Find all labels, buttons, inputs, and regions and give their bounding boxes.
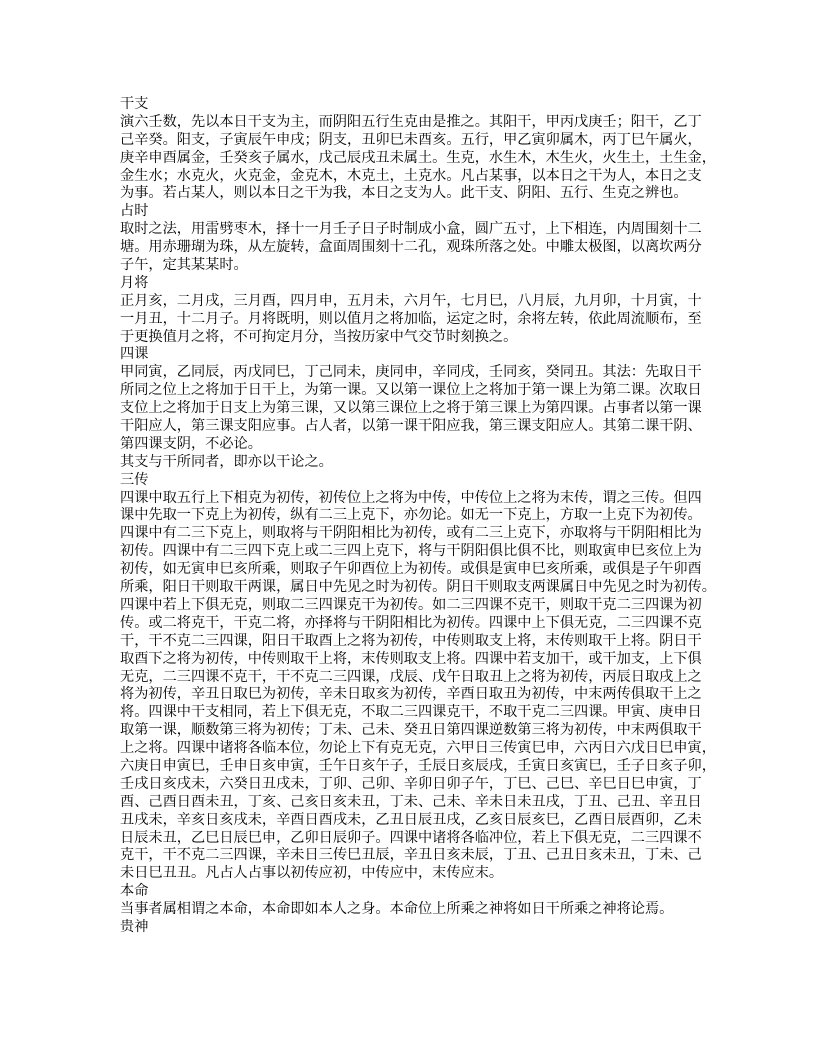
text-line: 第四课支阴，不必论。 — [120, 435, 262, 452]
paragraph — [120, 293, 720, 347]
document-body — [120, 96, 720, 937]
paragraph — [120, 901, 720, 919]
text-line: 庚辛申酉属金，壬癸亥子属水，戊己辰戌丑未属土。生克，水生木，木生火，火生土，土生金， — [120, 149, 716, 166]
text-line: 课中先取一下克上为初传，纵有二三上克下，亦勿论。如无一下克上，方取一上克下为初传。 — [120, 507, 702, 524]
section-heading: 月将 — [120, 274, 149, 291]
paragraph — [120, 221, 720, 275]
text-line: 丑戌未，辛亥日亥戌未，辛酉日酉戌未，乙丑日辰丑戌，乙亥日辰亥巳，乙酉日辰酉卯，乙未 — [120, 811, 702, 828]
text-line: 子午，定其某某时。 — [120, 257, 248, 274]
section — [120, 346, 720, 471]
text-line: 于更换值月之将，不可拘定月分，当按历家中气交节时刻换之。 — [120, 328, 518, 345]
paragraph — [120, 490, 720, 884]
text-line: 酉、己酉日酉未丑，丁亥、己亥日亥未丑，丁未、己未、辛未日未丑戌，丁丑、己丑、辛丑日 — [120, 793, 702, 810]
text-line: 无克，二三四课不克干，干不克二三四课，戊辰、戊午日取丑上之将为初传，丙辰日取戌上之 — [120, 668, 702, 685]
text-line: 所同之位上之将加于日干上，为第一课。又以第一课位上之将加于第一课上为第二课。次取日 — [120, 382, 702, 399]
text-line: 塘。用赤珊瑚为珠，从左旋转，盒面周围刻十二孔，观珠所落之处。中雕太极图，以离坎两分 — [120, 239, 702, 256]
text-line: 取时之法，用雷劈枣木，择十一月壬子日子时制成小盒，圆广五寸，上下相连，内周围刻十二 — [120, 221, 702, 238]
section — [120, 919, 720, 937]
text-line: 甲同寅，乙同辰，丙戊同巳，丁己同未，庚同申，辛同戌，壬同亥，癸同丑。其法：先取日干 — [120, 364, 702, 381]
text-line: 干阳应人，第三课支阳应事。占人者，以第一课干阳应我，第三课支阳应人。其第二课干阴、 — [120, 418, 702, 435]
text-line: 将。四课中干支相同，若上下俱无克，不取二三四课克干，不取干克二三四课。甲寅、庚申日 — [120, 704, 702, 721]
paragraph — [120, 364, 720, 453]
text-line: 将为初传，辛丑日取巳为初传，辛未日取亥为初传，辛酉日取丑为初传，中末两传俱取干上之 — [120, 686, 702, 703]
section — [120, 96, 720, 203]
text-line: 所乘，阳日干则取干两课，属日中先见之时为初传。阴日干则取支两课属日中先见之时为初传。 — [120, 579, 716, 596]
paragraph — [120, 114, 720, 203]
text-line: 取酉下之将为初传，中传则取干上将，末传则取支上将。四课中若支加干，或干加支，上下俱 — [120, 650, 702, 667]
text-line: 四课中若上下俱无克，则取二三四课克干为初传。如二三四课不克干，则取干克二三四课为初 — [120, 596, 702, 613]
section-heading: 干支 — [120, 96, 149, 112]
section — [120, 472, 720, 883]
text-line: 壬戌日亥戌未，六癸日丑戌未，丁卯、己卯、辛卯日卯子午，丁巳、己巳、辛巳日巳申寅，丁 — [120, 775, 702, 792]
text-line: 其支与干所同者，即亦以干论之。 — [120, 453, 333, 470]
text-line: 干，干不克二三四课，阳日干取酉上之将为初传，中传则取支上将，末传则取干上将。阴日干 — [120, 632, 702, 649]
section — [120, 203, 720, 275]
text-line: 支位上之将加于日支上为第三课，又以第三课位上之将于第三课上为第四课。占事者以第一课 — [120, 400, 702, 417]
text-line: 正月亥，二月戌，三月酉，四月申，五月未，六月午，七月巳，八月辰，九月卯，十月寅，十 — [120, 292, 702, 309]
section-heading: 三传 — [120, 471, 149, 488]
text-line: 未日巳丑丑。凡占人占事以初传应初，中传应中，末传应末。 — [120, 865, 504, 882]
section-heading: 占时 — [120, 203, 149, 220]
section — [120, 275, 720, 347]
text-line: 日辰未丑，乙巳日辰巳申，乙卯日辰卯子。四课中诸将各临冲位，若上下俱无克，二三四课不 — [120, 829, 702, 846]
text-line: 传。或二将克干，干克二将，亦择将与干阴阳相比为初传。四课中上下俱无克，二三四课不克 — [120, 614, 702, 631]
section-heading: 四课 — [120, 346, 149, 363]
section-heading: 本命 — [120, 883, 149, 900]
text-line: 演六壬数，先以本日干支为主，而阴阳五行生克由是推之。其阳干，甲丙戊庚壬；阳干，乙丁 — [120, 113, 702, 130]
text-line: 一月丑，十二月子。月将既明，则以值月之将加临，运定之时，余将左转，依此周流顺布，至 — [120, 310, 702, 327]
paragraph — [120, 454, 720, 472]
text-line: 当事者属相谓之本命，本命即如本人之身。本命位上所乘之神将如日干所乘之神将论焉。 — [120, 901, 674, 918]
section — [120, 883, 720, 919]
section-heading: 贵神 — [120, 918, 149, 935]
text-line: 初传，如无寅申巳亥所乘，则取子午卯酉位上为初传。或俱是寅申巳亥所乘，或俱是子午卯酉 — [120, 561, 702, 578]
text-line: 取第一课，顺数第三将为初传；丁未、己未、癸丑日第四课逆数第三将为初传，中末两俱取干 — [120, 722, 702, 739]
text-line: 初传。四课中有二三四下克上或二三四上克下，将与干阴阳俱比俱不比，则取寅申巳亥位上为 — [120, 543, 702, 560]
text-line: 四课中有二三下克上，则取将与干阴阳相比为初传，或有二三上克下，亦取将与干阴阳相比为 — [120, 525, 702, 542]
text-line: 为事。若占某人，则以本日之干为我，本日之支为人。此干支、阴阳、五行、生克之辨也。 — [120, 185, 688, 202]
text-line: 克干，干不克二三四课，辛未日三传巳丑辰，辛丑日亥未辰，丁丑、己丑日亥未丑，丁未、己 — [120, 847, 702, 864]
text-line: 金生水；水克火，火克金，金克木，木克土，土克水。凡占某事，以本日之干为人，本日之支 — [120, 167, 702, 184]
text-line: 四课中取五行上下相克为初传，初传位上之将为中传，中传位上之将为末传，谓之三传。但四 — [120, 489, 702, 506]
text-line: 己辛癸。阳支，子寅辰午申戌；阴支，丑卯巳未酉亥。五行，甲乙寅卯属木，丙丁巳午属火， — [120, 131, 702, 148]
text-line: 上之将。四课中诸将各临本位，勿论上下有克无克，六甲日三传寅巳申，六丙日六戊日巳申寅， — [120, 740, 716, 757]
text-line: 六庚日申寅巳，壬申日亥申寅，壬午日亥午子，壬辰日亥辰戌，壬寅日亥寅巳，壬子日亥子卯， — [120, 757, 716, 774]
